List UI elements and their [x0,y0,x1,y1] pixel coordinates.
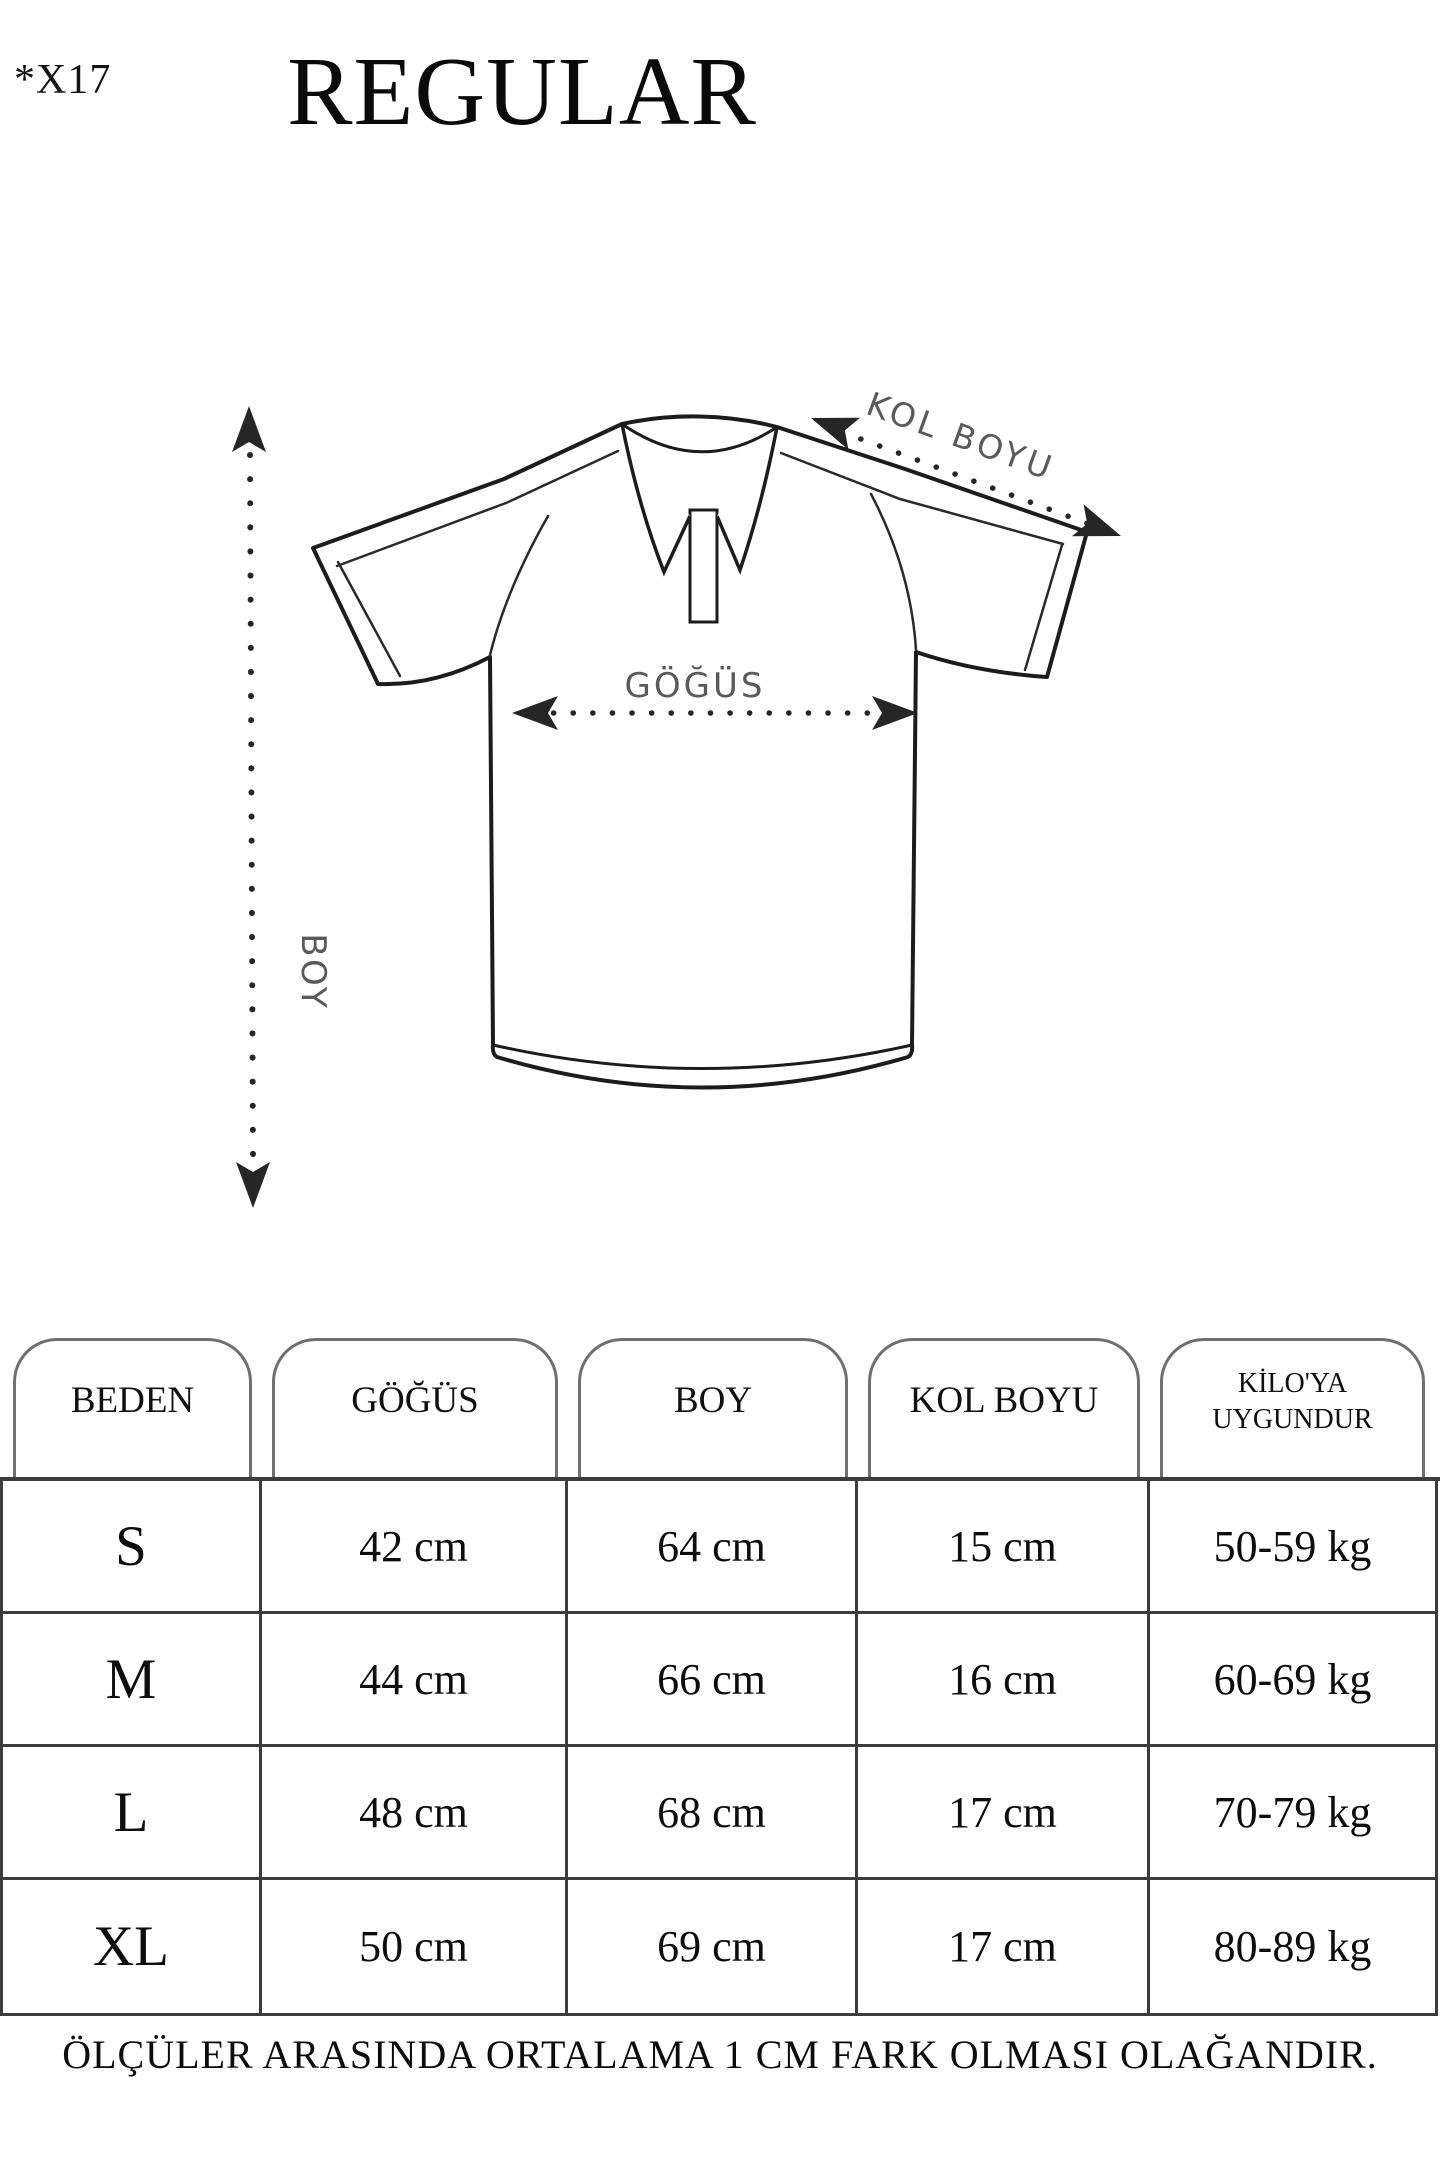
cell-size-l: L [3,1747,262,1880]
cell-weight-l: 70-79 kg [1150,1747,1435,1880]
header-cell-kiloya-uygundur [1160,1338,1425,1477]
cell-sleeve-m: 16 cm [858,1614,1150,1747]
cell-size-m: M [3,1614,262,1747]
cell-sleeve-xl: 17 cm [858,1880,1150,2013]
cell-weight-xl: 80-89 kg [1150,1880,1435,2013]
cell-chest-s: 42 cm [262,1481,568,1614]
page-title: REGULAR [287,38,757,146]
header-cell-kol-boyu [868,1338,1140,1477]
header-cell-boy [578,1338,848,1477]
product-code: *X17 [14,57,112,103]
cell-sleeve-l: 17 cm [858,1747,1150,1880]
header-cell-beden [13,1338,252,1477]
boy-measure-label: BOY [293,933,333,1011]
cell-size-xl: XL [3,1880,262,2013]
header-cell-gogus [272,1338,558,1477]
size-table-header [3,1338,1435,1477]
cell-sleeve-s: 15 cm [858,1481,1150,1614]
gogus-measure-label: GÖĞÜS [624,666,766,706]
header-label: BEDEN [70,1379,195,1421]
cell-length-m: 66 cm [568,1614,858,1747]
header-label: BOY [673,1379,753,1421]
header-label-line2: UYGUNDUR [1212,1404,1373,1435]
cell-length-s: 64 cm [568,1481,858,1614]
header-label: GÖĞÜS [351,1379,479,1421]
cell-chest-m: 44 cm [262,1614,568,1747]
cell-weight-s: 50-59 kg [1150,1481,1435,1614]
size-table-body [0,1481,1438,2016]
cell-length-l: 68 cm [568,1747,858,1880]
cell-weight-m: 60-69 kg [1150,1614,1435,1747]
header-label: KOL BOYU [909,1379,1099,1421]
cell-length-xl: 69 cm [568,1880,858,2013]
cell-size-s: S [3,1481,262,1614]
cell-chest-xl: 50 cm [262,1880,568,2013]
cell-chest-l: 48 cm [262,1747,568,1880]
tolerance-note: ÖLÇÜLER ARASINDA ORTALAMA 1 CM FARK OLMASI OLAĞANDIR. [62,2032,1378,2077]
header-label-line1: KİLO'YA [1237,1367,1348,1399]
kol-boyu-measure-label: KOL BOYU [861,384,1061,489]
